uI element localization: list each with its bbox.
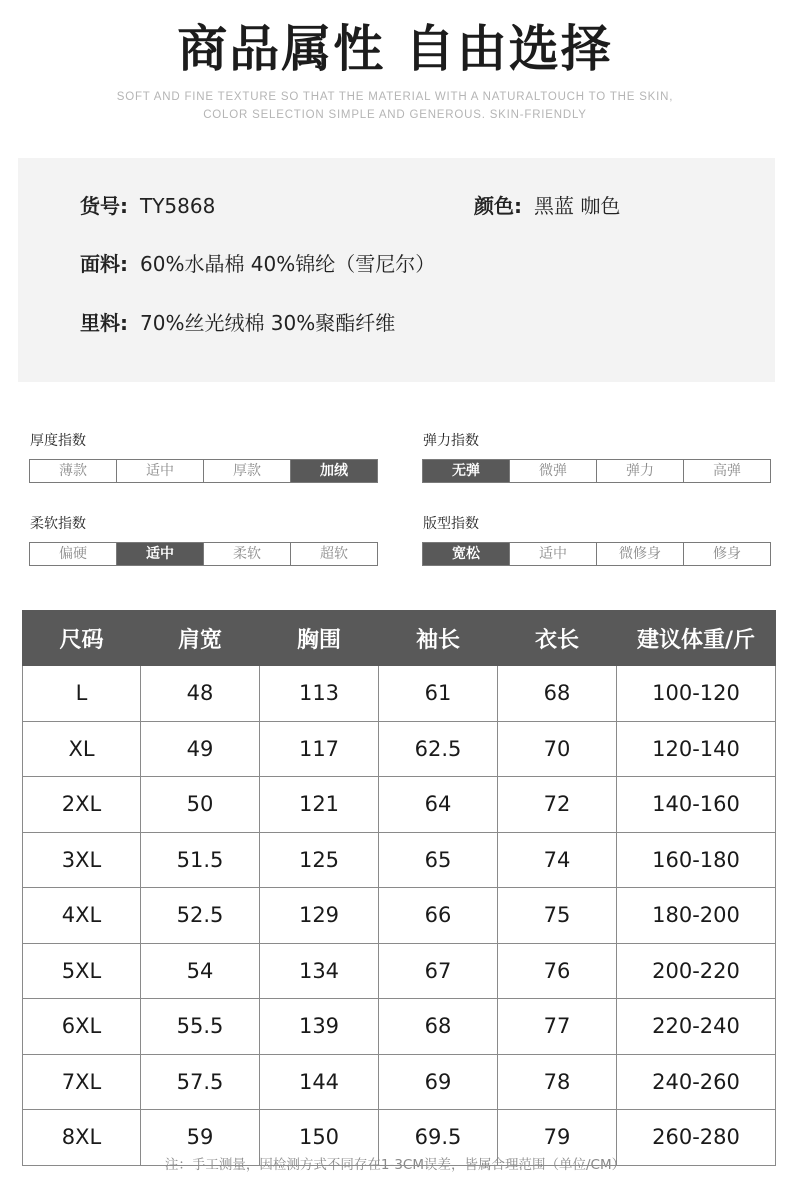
header-length: 衣长 [498,611,617,666]
softness-option: 超软 [320,546,348,562]
table-cell: 70 [498,721,617,777]
table-cell: 50 [141,777,260,833]
softness-option: 适中 [117,543,204,565]
table-cell: 74 [498,832,617,888]
table-cell: 55.5 [141,999,260,1055]
subtitle-line-1: SOFT AND FINE TEXTURE SO THAT THE MATERIAL WITH A NATURALTOUCH TO THE SKIN, [116,91,674,103]
thickness-option: 适中 [117,460,204,482]
thickness-index-bar [29,459,378,483]
elasticity-option: 无弹 [423,460,510,482]
product-info-panel [18,158,775,382]
table-cell: 160-180 [617,832,776,888]
header-weight: 建议体重/斤 [617,611,776,666]
softness-option: 柔软 [204,543,291,565]
lining-label: 里料: [80,311,128,335]
table-cell: 125 [260,832,379,888]
fabric-value: 60%水晶棉 40%锦纶（雪尼尔） [140,252,436,276]
elasticity-option: 高弹 [713,463,741,479]
color-row [474,193,620,219]
measurement-note: 注：手工测量，因检测方式不同存在1-3CM误差，皆属合理范围（单位/CM） [164,1157,626,1173]
elasticity-option: 弹力 [597,460,684,482]
table-cell: 260-280 [617,1110,776,1166]
table-row [23,666,776,722]
table-cell: 77 [498,999,617,1055]
table-row [23,832,776,888]
elasticity-index-label: 弹力指数 [423,433,479,449]
table-cell: 57.5 [141,1054,260,1110]
table-cell: 68 [498,666,617,722]
softness-option: 偏硬 [30,543,117,565]
softness-index-label: 柔软指数 [30,516,86,532]
thickness-option: 薄款 [30,460,117,482]
table-cell: 62.5 [379,721,498,777]
fit-option: 宽松 [423,543,510,565]
fit-option: 适中 [510,543,597,565]
table-row [23,777,776,833]
table-cell: 180-200 [617,888,776,944]
table-cell: 49 [141,721,260,777]
page-subtitle [0,88,790,124]
size-chart-table [22,610,776,1166]
color-value: 黑蓝 咖色 [534,194,621,218]
table-cell: 66 [379,888,498,944]
table-cell: 72 [498,777,617,833]
color-label: 颜色: [474,194,522,218]
table-cell: 140-160 [617,777,776,833]
header-sleeve: 袖长 [379,611,498,666]
fabric-label: 面料: [80,252,128,276]
table-cell: 67 [379,943,498,999]
table-cell: 5XL [23,943,141,999]
fit-index-label: 版型指数 [423,516,479,532]
thickness-option: 厚款 [204,460,291,482]
table-cell: XL [23,721,141,777]
item-number-row [80,193,215,219]
table-row [23,999,776,1055]
table-row [23,721,776,777]
table-cell: 120-140 [617,721,776,777]
table-cell: 68 [379,999,498,1055]
table-cell: 3XL [23,832,141,888]
table-cell: L [23,666,141,722]
table-row [23,888,776,944]
item-number-label: 货号: [80,194,128,218]
table-cell: 59 [141,1110,260,1166]
table-cell: 240-260 [617,1054,776,1110]
table-cell: 78 [498,1054,617,1110]
table-cell: 139 [260,999,379,1055]
table-cell: 69 [379,1054,498,1110]
table-row [23,943,776,999]
table-cell: 200-220 [617,943,776,999]
table-cell: 4XL [23,888,141,944]
header-shoulder: 肩宽 [141,611,260,666]
header-size: 尺码 [23,611,141,666]
fit-option: 修身 [713,546,741,562]
table-cell: 113 [260,666,379,722]
table-cell: 52.5 [141,888,260,944]
table-cell: 51.5 [141,832,260,888]
lining-value: 70%丝光绒棉 30%聚酯纤维 [140,311,396,335]
softness-index-bar [29,542,378,566]
table-header-row [23,611,776,666]
table-cell: 117 [260,721,379,777]
table-cell: 134 [260,943,379,999]
thickness-option: 加绒 [291,460,377,482]
fit-option: 微修身 [597,543,684,565]
table-cell: 79 [498,1110,617,1166]
table-cell: 65 [379,832,498,888]
table-cell: 48 [141,666,260,722]
table-row [23,1054,776,1110]
table-cell: 150 [260,1110,379,1166]
table-cell: 220-240 [617,999,776,1055]
table-cell: 8XL [23,1110,141,1166]
table-cell: 121 [260,777,379,833]
table-cell: 100-120 [617,666,776,722]
lining-row [80,310,395,336]
table-cell: 7XL [23,1054,141,1110]
page-title: 商品属性 自由选择 [177,20,613,78]
table-cell: 75 [498,888,617,944]
fit-index-bar [422,542,771,566]
table-cell: 144 [260,1054,379,1110]
table-cell: 64 [379,777,498,833]
table-cell: 69.5 [379,1110,498,1166]
header-chest: 胸围 [260,611,379,666]
table-cell: 54 [141,943,260,999]
table-cell: 129 [260,888,379,944]
elasticity-index-bar [422,459,771,483]
table-cell: 76 [498,943,617,999]
fabric-row [80,251,435,277]
table-cell: 2XL [23,777,141,833]
thickness-index-label: 厚度指数 [30,433,86,449]
elasticity-option: 微弹 [510,460,597,482]
table-cell: 6XL [23,999,141,1055]
item-number-value: TY5868 [140,194,216,218]
subtitle-line-2: COLOR SELECTION SIMPLE AND GENEROUS. SKIN-FRIENDLY [203,109,587,121]
table-cell: 61 [379,666,498,722]
